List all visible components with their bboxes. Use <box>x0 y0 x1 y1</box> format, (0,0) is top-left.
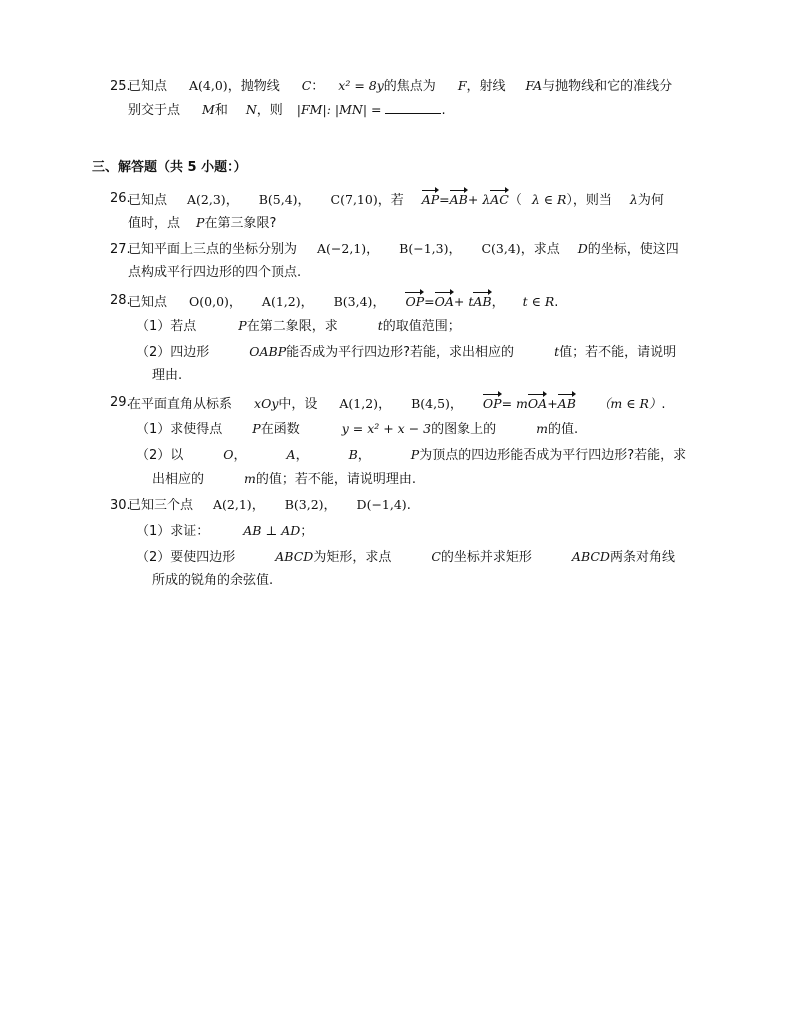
q26-text: ），则当 <box>566 193 612 208</box>
q30-text: 为矩形，求点 <box>313 550 392 565</box>
q29-text: 为顶点的四边形能否成为平行四边形?若能，求 <box>419 448 687 463</box>
q25-text: ： <box>311 79 325 94</box>
question-26-line-2 <box>128 214 276 232</box>
q30-text: 两条对角线 <box>609 550 675 565</box>
q28-text: . <box>554 295 559 310</box>
q25-text: 的焦点为 <box>383 79 436 94</box>
q26-text: 值时，点 <box>128 216 181 231</box>
q26-var-p: P <box>196 215 205 230</box>
q29-text: ， <box>449 397 463 412</box>
answer-blank[interactable] <box>385 101 441 114</box>
q30-var-c: C <box>431 549 441 564</box>
question-28-number: 28. <box>110 293 131 308</box>
q25-text: ，抛物线 <box>227 79 280 94</box>
q29-text: ， <box>233 448 247 463</box>
question-28-line-1 <box>128 291 558 309</box>
q26-point-b: B(5,4) <box>258 192 298 207</box>
q29-text: ， <box>378 397 392 412</box>
q29-text: （1）求使得点 <box>136 422 223 437</box>
q30-text: 已知三个点 <box>128 498 194 513</box>
q30-text: （1）求证： <box>136 524 210 539</box>
question-28-sub-2-cont <box>152 367 182 385</box>
q27-var-d: D <box>577 241 588 256</box>
question-28-sub-1 <box>136 317 461 335</box>
q30-text: ； <box>300 524 314 539</box>
q27-text: 的坐标，使这四 <box>587 242 679 257</box>
q26-lambda-domain: λ ∈ R <box>531 192 567 207</box>
q26-text: 为何 <box>637 193 664 208</box>
q28-text: 值；若不能，请说明 <box>559 345 677 360</box>
q28-text: 已知点 <box>128 295 168 310</box>
q28-point-o: O(0,0) <box>189 294 229 309</box>
q26-text: （ <box>508 193 522 208</box>
question-26-number: 26. <box>110 191 131 206</box>
q29-var-p: P <box>410 447 420 462</box>
question-29-line-1 <box>128 393 666 411</box>
q29-vector-ab: AB <box>558 393 576 413</box>
question-27-number: 27. <box>110 242 131 257</box>
q26-text: ， <box>297 193 311 208</box>
q29-var-m: m <box>244 471 256 486</box>
q30-text: 所成的锐角的余弦值. <box>152 573 274 588</box>
q29-text: 在函数 <box>260 422 300 437</box>
q27-text: 已知平面上三点的坐标分别为 <box>128 242 298 257</box>
q29-m-domain: （m ∈ R） <box>597 396 662 411</box>
q25-text: 别交于点 <box>128 103 181 118</box>
q29-var-b: B <box>348 447 358 462</box>
q30-text: 的坐标并求矩形 <box>440 550 532 565</box>
q26-lambda: λ <box>629 192 638 207</box>
q27-text: ，求点 <box>520 242 560 257</box>
question-29-number: 29. <box>110 395 131 410</box>
q29-text: 中，设 <box>278 397 318 412</box>
question-30-number: 30. <box>110 498 131 513</box>
q29-function-eq: y = x² + x − 3 <box>341 421 432 436</box>
question-30-line-1 <box>128 496 411 514</box>
q25-parabola-eq: x² = 8y <box>338 78 384 93</box>
question-29-sub-2-cont <box>152 470 416 488</box>
q25-text: ，则 <box>256 103 283 118</box>
q25-ratio: |FM|: |MN| = <box>296 102 382 117</box>
q29-text: 的图象上的 <box>431 422 497 437</box>
q28-var-p: P <box>238 318 247 333</box>
q26-vector-ac: AC <box>490 189 509 209</box>
q27-text: ， <box>366 242 380 257</box>
q28-text: ， <box>228 295 242 310</box>
q25-text: . <box>441 103 446 118</box>
q30-text: ， <box>323 498 337 513</box>
q29-var-m: m <box>536 421 548 436</box>
question-25-line-1 <box>128 77 672 95</box>
q28-plus-t: + t <box>453 294 474 309</box>
question-27-line-1 <box>128 240 679 258</box>
q29-text: 出相应的 <box>152 472 205 487</box>
q29-var-o: O <box>223 447 234 462</box>
q27-point-a: A(−2,1) <box>317 241 367 256</box>
q26-vector-ab: AB <box>450 189 468 209</box>
q28-var-t: t <box>554 344 560 359</box>
q30-text: . <box>406 498 411 513</box>
q28-point-b: B(3,4) <box>333 294 373 309</box>
q29-text: . <box>661 397 666 412</box>
q26-text: ， <box>225 193 239 208</box>
q29-vector-op: OP <box>483 393 502 413</box>
q27-text: ， <box>448 242 462 257</box>
q28-text: ， <box>491 295 505 310</box>
q28-text: （1）若点 <box>136 319 197 334</box>
q28-vector-op: OP <box>405 291 424 311</box>
q28-text: 的取值范围； <box>382 319 461 334</box>
q28-point-a: A(1,2) <box>261 294 301 309</box>
q28-t-domain: t ∈ R <box>522 294 555 309</box>
q28-text: ， <box>372 295 386 310</box>
question-25-line-2 <box>128 101 446 119</box>
q30-point-a: A(2,1) <box>213 497 252 512</box>
q29-text: （2）以 <box>136 448 184 463</box>
q29-equals-m: = m <box>501 396 528 411</box>
q30-point-d: D(−1,4) <box>356 497 407 512</box>
q29-plus: + <box>547 396 558 411</box>
question-29-sub-2 <box>136 446 686 464</box>
question-25-number: 25. <box>110 79 131 94</box>
q29-var-p: P <box>252 421 261 436</box>
q29-text: 在平面直角从标系 <box>128 397 233 412</box>
q25-point-a: A(4,0) <box>189 78 228 93</box>
q30-quad-abcd: ABCD <box>275 549 314 564</box>
q29-xoy: xOy <box>254 396 279 411</box>
q25-var-m: M <box>202 102 215 117</box>
q28-quad-oabp: OABP <box>249 344 287 359</box>
q26-text: 在第三象限? <box>204 216 277 231</box>
q28-equals: = <box>424 294 435 309</box>
q29-text: ， <box>357 448 371 463</box>
question-29-sub-1 <box>136 420 578 438</box>
q27-point-c: C(3,4) <box>481 241 521 256</box>
q26-vector-ap: AP <box>422 189 439 209</box>
q26-text: ，若 <box>377 193 404 208</box>
q25-var-f: F <box>457 78 467 93</box>
question-27-line-2 <box>128 264 301 282</box>
q29-text: ， <box>295 448 309 463</box>
q28-text: ， <box>300 295 314 310</box>
q30-text: （2）要使四边形 <box>136 550 236 565</box>
q29-point-b: B(4,5) <box>411 396 450 411</box>
question-30-sub-2 <box>136 548 675 566</box>
q28-vector-oa: OA <box>435 291 454 311</box>
question-30-sub-2-cont <box>152 572 273 590</box>
q26-point-a: A(2,3) <box>187 192 226 207</box>
q28-text: 在第二象限，求 <box>246 319 338 334</box>
q28-text: 理由. <box>152 368 183 383</box>
q28-vector-ab: AB <box>473 291 491 311</box>
q25-text: 与抛物线和它的准线分 <box>542 79 673 94</box>
q25-var-c: C <box>301 78 312 93</box>
q25-text: 已知点 <box>128 79 168 94</box>
q29-text: 的值. <box>547 422 579 437</box>
q26-point-c: C(7,10) <box>330 192 378 207</box>
q25-text: 和 <box>214 103 228 118</box>
q28-var-t: t <box>377 318 383 333</box>
q29-point-a: A(1,2) <box>339 396 379 411</box>
q25-ray-fa: FA <box>525 78 543 93</box>
question-30-sub-1 <box>136 522 313 540</box>
q29-vector-oa: OA <box>528 393 547 413</box>
q25-var-n: N <box>245 102 257 117</box>
q29-var-a: A <box>286 447 296 462</box>
q30-point-b: B(3,2) <box>284 497 324 512</box>
q28-text: （2）四边形 <box>136 345 210 360</box>
q29-text: 的值；若不能，请说明理由. <box>255 472 417 487</box>
q30-perpendicular: AB ⊥ AD <box>243 523 301 538</box>
q26-plus-lambda: + λ <box>467 192 491 207</box>
question-26-line-1 <box>128 189 664 207</box>
q26-equals: = <box>439 192 450 207</box>
q30-text: ， <box>251 498 265 513</box>
q25-text: ，射线 <box>466 79 506 94</box>
q27-text: 点构成平行四边形的四个顶点. <box>128 265 302 280</box>
section-title: 三、解答题（共 5 小题：） <box>92 160 247 175</box>
q28-text: 能否成为平行四边形?若能，求出相应的 <box>286 345 515 360</box>
q26-text: 已知点 <box>128 193 168 208</box>
q30-quad-abcd: ABCD <box>571 549 610 564</box>
question-28-sub-2 <box>136 343 676 361</box>
q27-point-b: B(−1,3) <box>399 241 449 256</box>
